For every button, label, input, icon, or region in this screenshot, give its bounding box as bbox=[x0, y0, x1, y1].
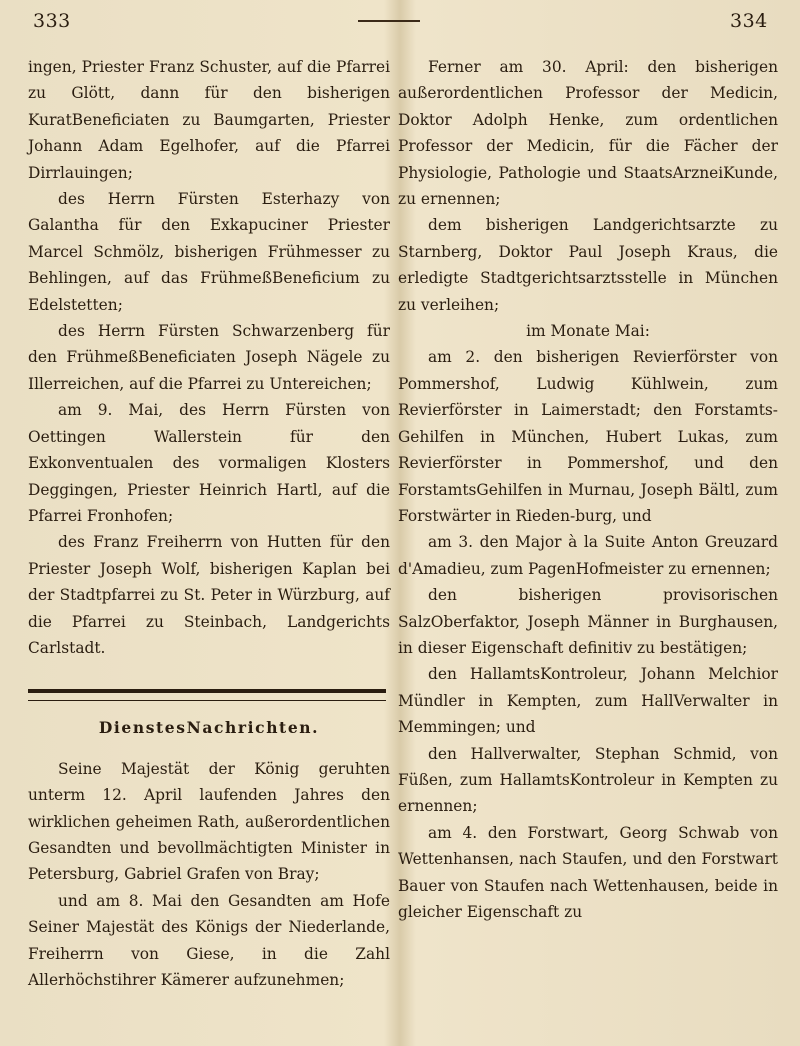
right-column bbox=[398, 54, 778, 925]
month-heading: im Monate Mai: bbox=[526, 322, 650, 341]
right-page-number: 334 bbox=[730, 10, 768, 32]
left-column bbox=[28, 54, 390, 993]
section-divider bbox=[28, 689, 386, 701]
paragraph: des Herrn Fürsten Schwarzenberg für den FrühmeßBeneficiaten Joseph Nägele zu Illerreichen, auf die Pfarrei zu Untereichen; bbox=[28, 322, 390, 393]
paragraph: ingen, Priester Franz Schuster, auf die Pfarrei zu Glött, dann für den bisherigen KuratBeneficiaten zu Baumgarten, Priester Johann Adam Egelhofer, auf die Pfarrei Dirrlauingen; bbox=[28, 58, 390, 182]
paragraph: am 3. den Major à la Suite Anton Greuzard d'Amadieu, zum PagenHofmeister zu ernennen; bbox=[398, 533, 778, 578]
section-title: DienstesNachrichten. bbox=[98, 718, 320, 738]
paragraph: des Herrn Fürsten Esterhazy von Galantha für den Exkapuciner Priester Marcel Schmölz, bisherigen Frühmesser zu Behlingen, auf das FrühmeßBeneficium zu Edelstetten; bbox=[28, 190, 390, 314]
paragraph: dem bisherigen Landgerichtsarzte zu Starnberg, Doktor Paul Joseph Kraus, die erledigte Stadtgerichtsarztsstelle in München zu verleihen; bbox=[398, 216, 778, 314]
paragraph: am 2. den bisherigen Revierförster von Pommershof, Ludwig Kühlwein, zum Revierförster in Laimerstadt; den Forstamts-Gehilfen in München, Hubert Lukas, zum Revierförster in Pommershof, und den ForstamtsGehilfen in Murnau, Joseph Bältl, zum Forstwärter in Rieden-burg, und bbox=[398, 348, 778, 525]
paragraph: den bisherigen provisorischen SalzOberfaktor, Joseph Männer in Burghausen, in dieser Eigenschaft definitiv zu bestätigen; bbox=[398, 586, 778, 657]
paragraph: am 4. den Forstwart, Georg Schwab von Wettenhansen, nach Staufen, und den Forstwart Bauer von Staufen nach Wettenhausen, beide in gleicher Eigenschaft zu bbox=[398, 823, 778, 921]
paragraph: Ferner am 30. April: den bisherigen außerordentlichen Professor der Medicin, Doktor Adolph Henke, zum ordentlichen Professor der Medicin, für die Fächer der Physiologie, Pathologie und StaatsArzneiKunde, zu ernennen; bbox=[398, 58, 778, 209]
header-rule bbox=[358, 20, 420, 22]
paragraph: Seine Majestät der König geruhten unterm 12. April laufenden Jahres den wirklichen geheimen Rath, außerordentlichen Gesandten und bevollmächtigten Minister in Petersburg, Gabriel Grafen von Bray; bbox=[28, 759, 390, 884]
paragraph: den HallamtsKontroleur, Johann Melchior Mündler in Kempten, zum HallVerwalter in Memmingen; und bbox=[398, 665, 778, 737]
paragraph: den Hallverwalter, Stephan Schmid, von Füßen, zum HallamtsKontroleur in Kempten zu ernennen; bbox=[398, 744, 778, 816]
left-page-number: 333 bbox=[33, 10, 71, 32]
paragraph: und am 8. Mai den Gesandten am Hofe Seiner Majestät des Königs der Niederlande, Freiherrn von Giese, in die Zahl Allerhöchstihrer Kämerer aufzunehmen; bbox=[28, 891, 390, 989]
paragraph: des Franz Freiherrn von Hutten für den Priester Joseph Wolf, bisherigen Kaplan bei der Stadtpfarrei zu St. Peter in Würzburg, auf die Pfarrei zu Steinbach, Landgerichts Carlstadt. bbox=[28, 533, 390, 657]
paragraph: am 9. Mai, des Herrn Fürsten von Oettingen Wallerstein für den Exkonventualen des vormaligen Klosters Deggingen, Priester Heinrich Hartl, auf die Pfarrei Fronhofen; bbox=[28, 401, 390, 525]
